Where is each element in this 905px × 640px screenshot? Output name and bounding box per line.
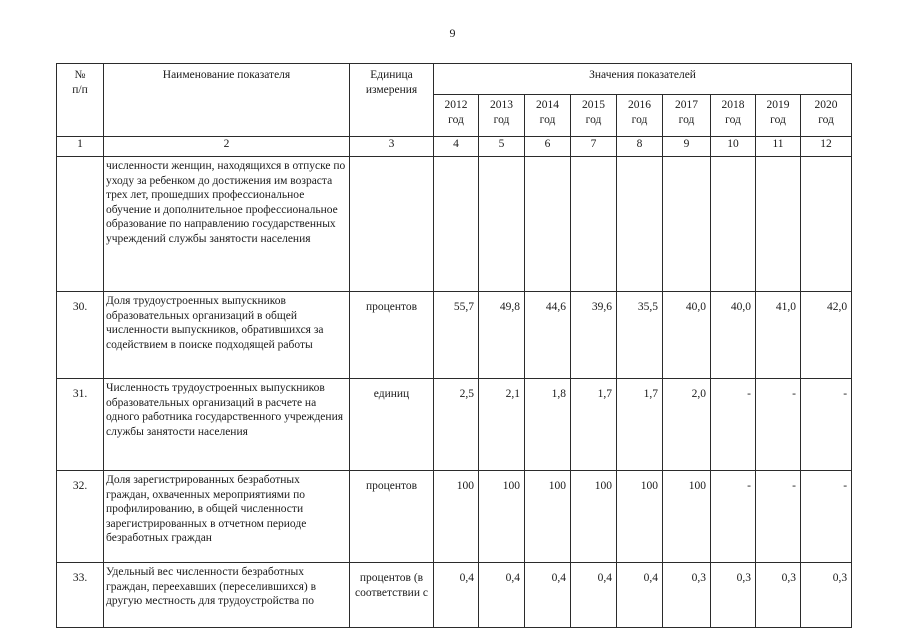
header-year: 2018 год [711,95,756,137]
value-cell: 1,7 [617,379,663,471]
header-row-top [57,64,852,95]
row-number: 31. [57,379,104,471]
value-cell [525,157,571,292]
header-year: 2015 год [571,95,617,137]
header-name: Наименование показателя [104,64,350,137]
table-row [57,379,852,471]
value-cell: 2,5 [434,379,479,471]
value-cell: 0,4 [434,563,479,628]
value-cell [801,157,852,292]
value-cell: 0,3 [663,563,711,628]
value-cell: 55,7 [434,292,479,379]
header-unit: Единица измерения [350,64,434,137]
value-cell: 41,0 [756,292,801,379]
column-index-row [57,137,852,157]
value-cell: - [756,379,801,471]
value-cell: 100 [525,471,571,563]
value-cell: 100 [571,471,617,563]
value-cell [434,157,479,292]
value-cell: - [756,471,801,563]
header-year: 2019 год [756,95,801,137]
value-cell: 0,4 [571,563,617,628]
value-cell: 0,3 [711,563,756,628]
column-index: 1 [57,137,104,157]
column-index: 7 [571,137,617,157]
value-cell: 100 [479,471,525,563]
header-year: 2020 год [801,95,852,137]
value-cell: 0,3 [801,563,852,628]
column-index: 4 [434,137,479,157]
table-row [57,563,852,628]
value-cell: 0,3 [756,563,801,628]
header-num: № п/п [57,64,104,137]
value-cell [711,157,756,292]
column-index: 11 [756,137,801,157]
header-year: 2017 год [663,95,711,137]
value-cell: 100 [617,471,663,563]
value-cell: 2,0 [663,379,711,471]
value-cell: 0,4 [525,563,571,628]
indicator-name: численности женщин, находящихся в отпуске по уходу за ребенком до достижения им возраста трех лет, прошедших профессиональное обучение и дополнительное профессиональное образование по направлению государственных учреждений службы занятости населения [104,157,350,292]
indicator-unit: процентов [350,292,434,379]
row-number: 32. [57,471,104,563]
header-values: Значения показателей [434,64,852,95]
column-index: 9 [663,137,711,157]
value-cell: - [711,471,756,563]
value-cell: 0,4 [617,563,663,628]
value-cell [571,157,617,292]
header-year: 2014 год [525,95,571,137]
indicator-name: Доля зарегистрированных безработных граждан, охваченных мероприятиями по профилированию, в общей численности зарегистрированных в отчетном периоде безработных граждан [104,471,350,563]
indicator-name: Численность трудоустроенных выпускников образовательных организаций в расчете на одного работника государственного учреждения службы занятости населения [104,379,350,471]
value-cell [479,157,525,292]
value-cell [617,157,663,292]
column-index: 12 [801,137,852,157]
table-row [57,471,852,563]
value-cell: 100 [434,471,479,563]
row-number [57,157,104,292]
value-cell: 44,6 [525,292,571,379]
value-cell: 40,0 [663,292,711,379]
value-cell [756,157,801,292]
table-row [57,157,852,292]
value-cell: 40,0 [711,292,756,379]
value-cell: 1,8 [525,379,571,471]
indicator-unit: единиц [350,379,434,471]
indicators-table [56,63,852,628]
value-cell: 100 [663,471,711,563]
column-index: 2 [104,137,350,157]
header-year: 2013 год [479,95,525,137]
value-cell: - [801,471,852,563]
value-cell: - [711,379,756,471]
column-index: 6 [525,137,571,157]
column-index: 5 [479,137,525,157]
value-cell: 0,4 [479,563,525,628]
header-year: 2016 год [617,95,663,137]
header-year: 2012 год [434,95,479,137]
value-cell: 39,6 [571,292,617,379]
value-cell: - [801,379,852,471]
indicator-name: Удельный вес численности безработных граждан, переехавших (переселившихся) в другую местность для трудоустройства по [104,563,350,628]
indicator-name: Доля трудоустроенных выпускников образовательных организаций в общей численности выпускников, обратившихся за содействием в поиске подходящей работы [104,292,350,379]
column-index: 10 [711,137,756,157]
value-cell: 49,8 [479,292,525,379]
value-cell: 42,0 [801,292,852,379]
indicator-unit: процентов [350,471,434,563]
value-cell: 2,1 [479,379,525,471]
indicator-unit [350,157,434,292]
row-number: 33. [57,563,104,628]
row-number: 30. [57,292,104,379]
value-cell [663,157,711,292]
column-index: 3 [350,137,434,157]
value-cell: 35,5 [617,292,663,379]
column-index: 8 [617,137,663,157]
indicator-unit: процентов (в соответствии с [350,563,434,628]
value-cell: 1,7 [571,379,617,471]
table-row [57,292,852,379]
page-number: 9 [449,26,456,40]
